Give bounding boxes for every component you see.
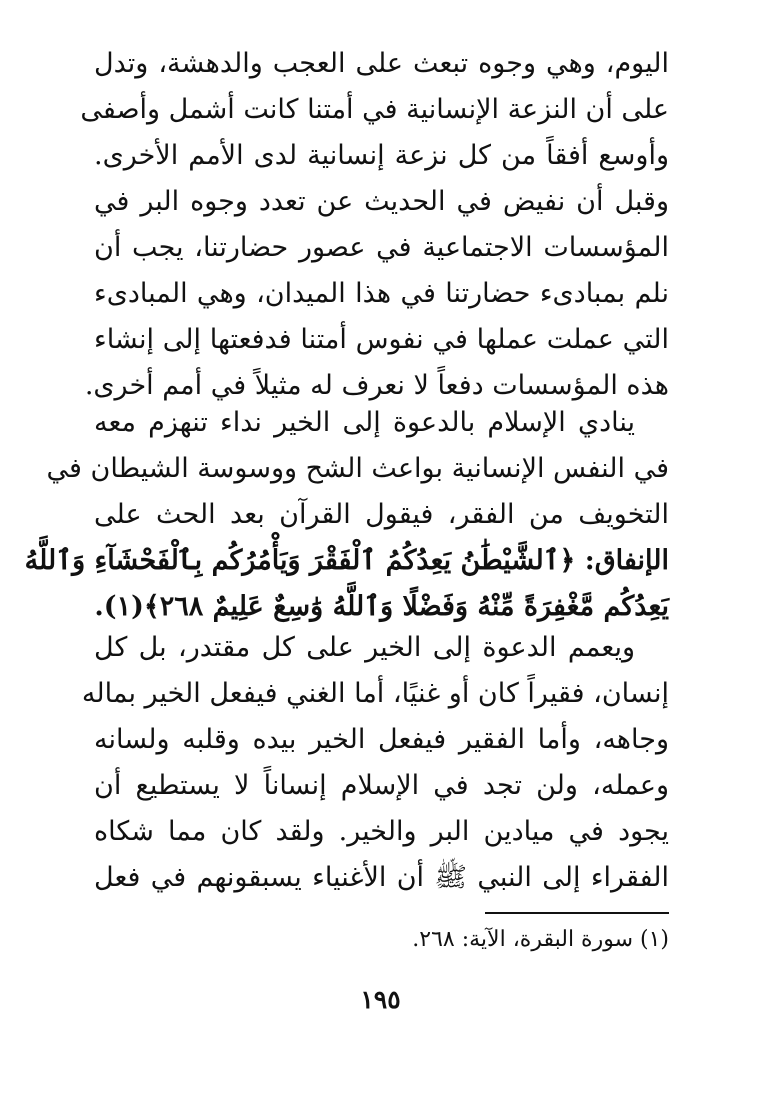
text-line: وجاهه، وأما الفقير فيفعل الخير بيده وقلبه ولسانه xyxy=(94,724,669,755)
text-line: اليوم، وهي وجوه تبعث على العجب والدهشة، وتدل xyxy=(94,48,669,79)
text-line: هذه المؤسسات دفعاً لا نعرف له مثيلاً في أمم أخرى. xyxy=(84,370,669,401)
paragraph-1 xyxy=(80,41,669,409)
quran-verse-line: يَعِدُكُم مَّغْفِرَةً مِّنْهُ وَفَضْلًا وَٱللَّهُ وَٰسِعٌ عَلِيمٌ ٢٦٨﴾(١). xyxy=(94,591,669,622)
text-line: في النفس الإنسانية بواعث الشح ووسوسة الشيطان في xyxy=(46,453,669,484)
text-line: ويعمم الدعوة إلى الخير على كل مقتدر، بل كل xyxy=(94,632,635,663)
text-line: يجود في ميادين البر والخير. ولقد كان مما شكاه xyxy=(94,816,669,847)
text-line: الفقراء إلى النبي ﷺ أن الأغنياء يسبقونهم في فعل xyxy=(94,862,669,893)
text-line: ينادي الإسلام بالدعوة إلى الخير نداء تنهزم معه xyxy=(94,407,635,438)
page-number: ١٩٥ xyxy=(360,985,401,1014)
text-line: المؤسسات الاجتماعية في عصور حضارتنا، يجب أن xyxy=(94,232,669,263)
text-line: التي عملت عملها في نفوس أمتنا فدفعتها إلى إنشاء xyxy=(94,324,669,355)
text-line: وأوسع أفقاً من كل نزعة إنسانية لدى الأمم الأخرى. xyxy=(94,140,669,171)
footnote: (١) سورة البقرة، الآية: ٢٦٨. xyxy=(412,927,669,952)
text-line: على أن النزعة الإنسانية في أمتنا كانت أشمل وأصفى xyxy=(80,94,669,125)
quran-verse-line: الإنفاق: ﴿ٱلشَّيْطَٰنُ يَعِدُكُمُ ٱلْفَقْرَ وَيَأْمُرُكُم بِٱلْفَحْشَآءِ وَٱللَّهُ xyxy=(24,545,669,576)
text-line: التخويف من الفقر، فيقول القرآن بعد الحث على xyxy=(94,499,669,530)
paragraph-3 xyxy=(81,625,669,901)
text-line: وقبل أن نفيض في الحديث عن تعدد وجوه البر في xyxy=(94,186,669,217)
text-line: نلم بمبادىء حضارتنا في هذا الميدان، وهي المبادىء xyxy=(94,278,669,309)
text-line: وعمله، ولن تجد في الإسلام إنساناً لا يستطيع أن xyxy=(94,770,669,801)
text-line: إنسان، فقيراً كان أو غنيًا، أما الغني فيفعل الخير بماله xyxy=(81,678,669,709)
paragraph-2 xyxy=(24,400,669,630)
footnote-divider xyxy=(485,912,669,914)
